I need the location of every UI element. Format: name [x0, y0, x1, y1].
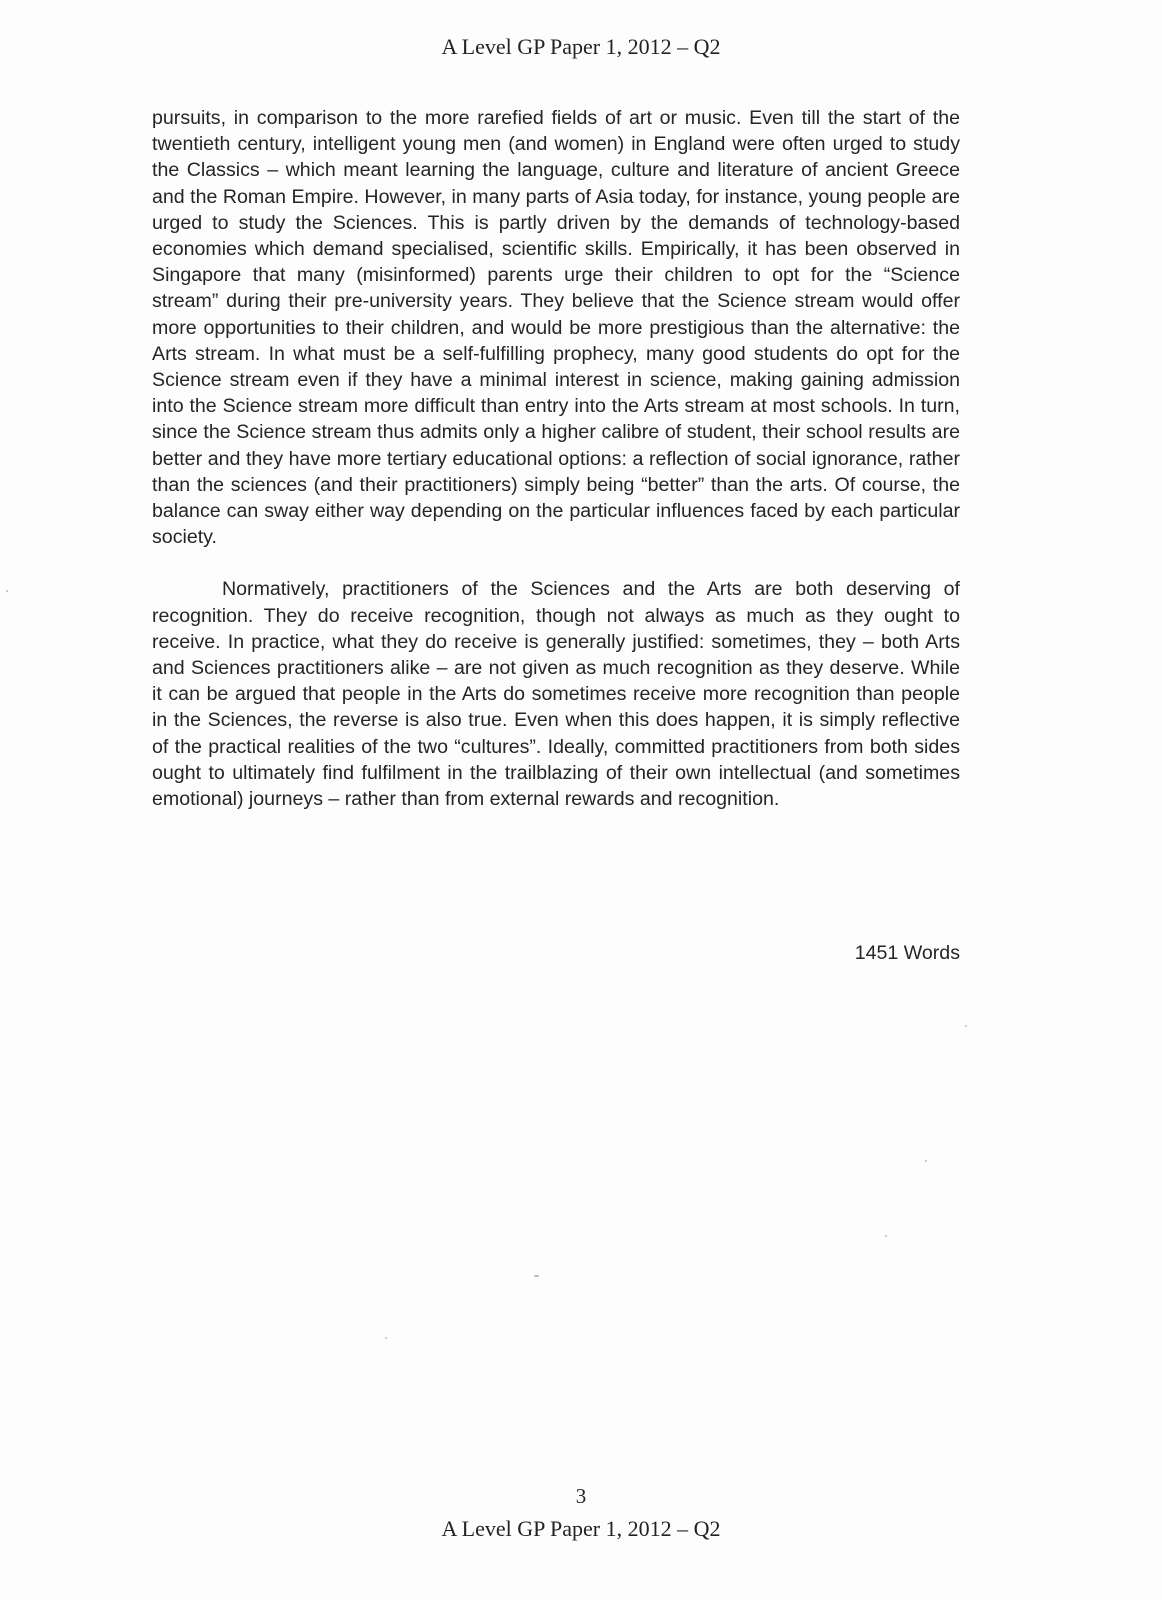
page-header-title: A Level GP Paper 1, 2012 – Q2 — [441, 34, 721, 59]
page-number: 3 — [575, 1484, 587, 1508]
essay-paragraph-2: Normatively, practitioners of the Sciences and the Arts are both deserving of recognition. They do receive recognition, though not always as much as they ought to receive. In practice, what they do receive is generally justified: sometimes, they – both Arts and Sciences practitioners alike – are not given as much recognition as they deserve. While it can be argued that people in the Arts do sometimes receive more recognition than people in the Sciences, the reverse is also true. Even when this does happen, it is simply reflective of the practical realities of the two “cultures”. Ideally, committed practitioners from both sides ought to ultimately find fulfilment in the trailblazing of their own intellectual (and sometimes emotional) journeys – rather than from external rewards and recognition. — [152, 578, 960, 811]
scan-speck — [6, 590, 8, 592]
word-count: 1451 Words — [854, 942, 960, 964]
scan-speck — [385, 1337, 387, 1339]
scan-speck — [534, 1275, 539, 1277]
essay-paragraph-1: pursuits, in comparison to the more rarefied fields of art or music. Even till the start of the twentieth century, intelligent young men (and women) in England were often urged to study the Classics – which meant learning the language, culture and literature of ancient Greece and the Roman Empire. However, in many parts of Asia today, for instance, young people are urged to study the Sciences. This is partly driven by the demands of technology-based economies which demand specialised, scientific skills. Empirically, it has been observed in Singapore that many (misinformed) parents urge their children to opt for the “Science stream” during their pre-university years. They believe that the Science stream would offer more opportunities to their children, and would be more prestigious than the alternative: the Arts stream. In what must be a self-fulfilling prophecy, many good students do opt for the Science stream even if they have a minimal interest in science, making gaining admission into the Science stream more difficult than entry into the Arts stream at most schools. In turn, since the Science stream thus admits only a higher calibre of student, their school results are better and they have more tertiary educational options: a reflection of social ignorance, rather than the sciences (and their practitioners) simply being “better” than the arts. Of course, the balance can sway either way depending on the particular influences faced by each particular society. — [152, 107, 960, 549]
scan-speck — [885, 1235, 887, 1237]
scan-speck — [965, 1025, 967, 1027]
essay-body — [152, 105, 960, 812]
page-footer-title: A Level GP Paper 1, 2012 – Q2 — [441, 1516, 721, 1541]
scan-speck — [925, 1160, 927, 1162]
